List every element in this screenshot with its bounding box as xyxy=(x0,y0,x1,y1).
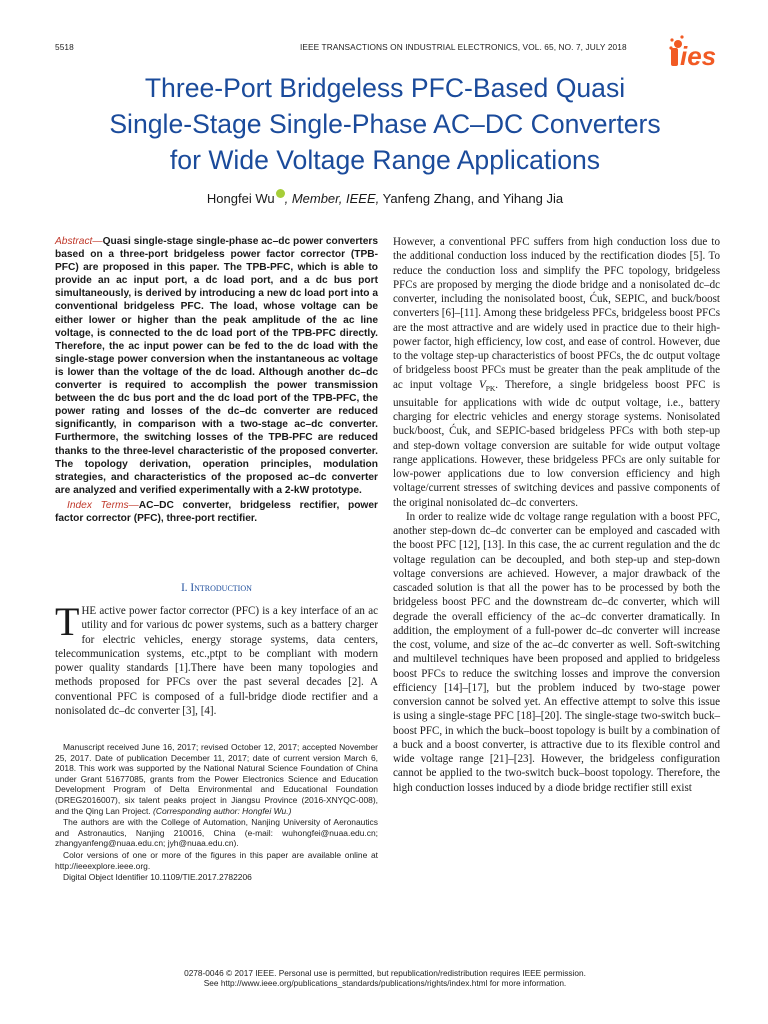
author-name: Hongfei Wu xyxy=(206,191,275,206)
abstract-label: Abstract— xyxy=(55,236,103,247)
footnotes xyxy=(55,742,378,883)
section-heading xyxy=(55,582,378,594)
section-name: Introduction xyxy=(190,582,252,594)
corresponding-author: (Corresponding author: Hongfei Wu.) xyxy=(153,805,292,816)
drop-cap: T xyxy=(55,599,80,644)
logo-text: ies xyxy=(680,41,717,70)
copyright-notice xyxy=(40,968,730,989)
abstract xyxy=(55,235,378,525)
title-line: Single-Stage Single-Phase AC–DC Converters xyxy=(109,109,661,139)
abstract-text: Quasi single-stage single-phase ac–dc power converters based on a three-port bridgeless power factor corrector (TPB-PFC) are proposed in this paper. The TPB-PFC, which is able to provide an ac input port, a dc load port, and a dc bus port simultaneously, is derived by introducing a new dc load port into a conventional bridgeless PFC. The load, whose voltage can be either lower or higher than the peak amplitude of the ac line voltage, is connected to the dc load port of the TPB-PFC directly. Therefore, the ac input power can be fed to the dc load with the single-stage power conversion when the instantaneous ac voltage is lower than the voltage of the dc load. Although another dc–dc converter is required to accomplish the power transmission between the dc bus port and the dc load port of the TPB-PFC, the power rating and losses of the dc–dc converter are reduced significantly, in comparison with a two-stage ac–dc converter. Furthermore, the switching losses of the TPB-PFC are reduced thanks to the three-level characteristic of the proposed converter. The topology derivation, operation principles, modulation strategies, and characteristics of the proposed ac–dc converter are analyzed and verified experimentally with a 2-kW prototype. xyxy=(55,236,378,496)
paragraph: In order to realize wide dc voltage range regulation with a boost PFC, another step-down dc–dc converter can be employed and cascaded with the boost PFC [12], [13]. In this case, the ac current regulation and the dc voltage regulation can be decoupled, and both step-up and step-down voltage conversions are achieved. However, a major drawback of the cascaded solution is that all the power has to be processed by both the bridgeless boost PFC and the downstream dc–dc converter, which will degrade the overall efficiency of the ac–dc converter dramatically. In addition, the employment of a full-power dc–dc converter will increase the cost, volume, and size of the ac–dc converter as well. Soft-switching and multilevel techniques have been proposed and applied to bridgeless boost PFCs to reduce the switching losses and improve the conversion efficiency [14]–[17], but the problem induced by two-stage power conversion cannot be solved yet. An effective attempt to solve this issue is using a single-stage PFC [18]–[20]. The single-stage two-switch buck–boost PFC, in which the buck–boost topology is built by a combination of a buck and a boost converter, is attractive due to its flexible control and wide voltage range [21]–[23]. However, the bridgeless configuration cannot be applied to the two-switch buck–boost topology. Therefore, the high conduction losses induced by a diode bridge rectifier still exist xyxy=(393,510,720,794)
paper-title xyxy=(40,70,730,178)
paragraph xyxy=(393,235,720,510)
author-line xyxy=(40,189,730,206)
index-terms-label: Index Terms— xyxy=(67,499,139,511)
ies-logo xyxy=(668,34,724,70)
author-membership: , Member, IEEE, xyxy=(284,191,380,206)
orcid-icon[interactable] xyxy=(276,189,285,198)
intro-paragraph: HE active power factor corrector (PFC) is a key interface of an ac utility and for various dc power systems, such as a battery charger for electric vehicles, energy storage systems, data centers, telecommunication systems, etc.,ptpt to be compliant with modern power quality standards [1].There have been many topologies and methods proposed for PFCs over the past several decades [2]. A conventional PFC is composed of a full-bridge diode rectifier and a nonisolated dc–dc converter [3], [4]. xyxy=(55,605,378,717)
symbol-vpk: V xyxy=(478,378,486,391)
title-line: Three-Port Bridgeless PFC-Based Quasi xyxy=(144,73,626,103)
footnote-color-versions: Color versions of one or more of the figures in this paper are available online at http://ieeexplore.ieee.org. xyxy=(55,849,378,871)
journal-header: IEEE TRANSACTIONS ON INDUSTRIAL ELECTRONICS, VOL. 65, NO. 7, JULY 2018 xyxy=(300,42,627,52)
other-authors: Yanfeng Zhang, and Yihang Jia xyxy=(379,191,564,206)
copyright-link[interactable]: See http://www.ieee.org/publications_standards/publications/rights/index.html for more information. xyxy=(203,978,567,989)
symbol-vpk-subscript: PK xyxy=(485,383,496,393)
index-terms-text: AC–DC converter, bridgeless rectifier, power factor corrector (PFC), three-port rectifier. xyxy=(55,499,378,524)
right-column xyxy=(393,235,720,795)
page-number: 5518 xyxy=(55,42,74,52)
footnote-doi: Digital Object Identifier 10.1109/TIE.2017.2782206 xyxy=(63,872,252,883)
footnote-manuscript: Manuscript received June 16, 2017; revised October 12, 2017; accepted November 25, 2017. Date of publication December 11, 2017; date of current version March 6, 2018. This work was supported by the National Natural Science Foundation of China under Grant 51677085, grants from the Power Electronics Science and Education Development Program of Delta Environmental and Educational Foundation (DREG2016007), six talent peaks project in Jiangsu Province (2016-XNYQC-008), and the Qing Lan Project. xyxy=(55,742,378,816)
paragraph-text: However, a conventional PFC suffers from high conduction loss due to the additional conduction loss induced by the rectification diodes [5]. To reduce the conduction loss and simplify the PFC topology, bridgeless PFCs are proposed by merging the diode bridge and a nonisolated dc–dc converter, including the nonisolated boost, Ćuk, SEPIC, and buck/boost converters [6]–[11]. Among these bridgeless PFCs, bridgeless boost PFCs are the most attractive and are widely used in practice due to their high-power factor, high efficiency, low cost, and ease of control. However, due to the voltage step-up characteristics of boost PFCs, the dc output voltage of bridgeless boost PFCs must be greater than the peak amplitude of the ac input voltage xyxy=(393,236,720,391)
footnote-affiliation: The authors are with the College of Automation, Nanjing University of Aeronautics and Astronautics, Nanjing 210016, China (e-mail: wuhongfei@nuaa.edu.cn; zhangyanfeng@nuaa.edu.cn; jyh@nuaa.edu.cn). xyxy=(55,817,378,849)
title-line: for Wide Voltage Range Applications xyxy=(169,145,601,175)
section-numeral: I. xyxy=(181,582,188,594)
copyright-line: 0278-0046 © 2017 IEEE. Personal use is permitted, but republication/redistribution requires IEEE permission. xyxy=(184,968,586,978)
intro-body xyxy=(55,599,378,718)
paragraph-text: . Therefore, a single bridgeless boost PFC is unsuitable for applications with wide dc output voltage, i.e., battery charging for electric vehicles and energy storage systems. Nonisolated buck/boost, Ćuk, and SEPIC-based bridgeless PFCs with both step-up and step-down voltage conversion are suitable for wide output voltage range applications. However, these bridgeless PFCs are only suitable for low-power applications due to low conversion efficiency and high voltage/current stresses of switching devices and passive components of the original nonisolated dc–dc converters. xyxy=(393,378,720,509)
